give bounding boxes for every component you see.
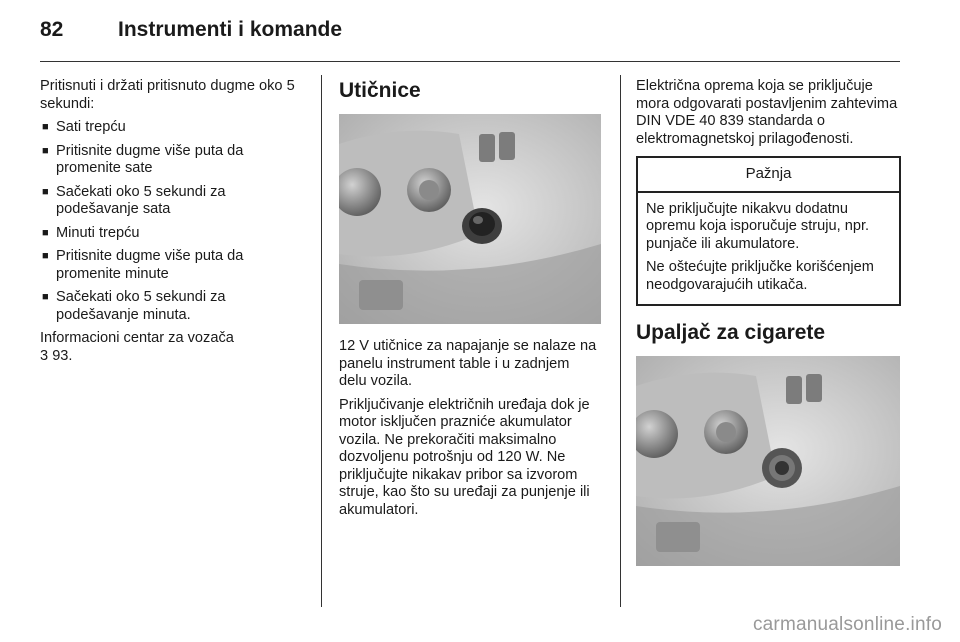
column-compliance <box>636 78 901 566</box>
bullet-icon: ■ <box>42 226 49 239</box>
page-header <box>40 18 900 48</box>
list-item: ■ Sačekati oko 5 sekundi za podešavanje sata <box>42 183 226 217</box>
power-outlet-photo <box>339 114 601 324</box>
section-heading-cigarette-lighter: Upaljač za cigarete <box>636 321 826 344</box>
outlets-location-text: 12 V utičnice za napajanje se nalaze na panelu instrument table i u zadnjem delu vozila. <box>339 338 597 389</box>
column-power-outlets <box>339 78 601 525</box>
caution-title: Pažnja <box>638 158 899 193</box>
list-item: ■ Minuti trepću <box>42 224 140 241</box>
bullet-icon: ■ <box>42 144 49 157</box>
cigarette-lighter-icon <box>636 356 900 566</box>
column-divider-1 <box>321 75 322 607</box>
list-item: ■ Sačekati oko 5 sekundi za podešavanje minuta. <box>42 289 226 323</box>
list-item: ■ Pritisnite dugme više puta da promenite sate <box>42 142 244 176</box>
power-outlet-icon <box>339 114 601 324</box>
column-divider-2 <box>620 75 621 607</box>
page-number: 82 <box>40 18 64 41</box>
page-ref-arrow-icon: 3 <box>40 347 49 364</box>
cigarette-lighter-photo <box>636 356 900 566</box>
watermark: carmanualsonline.info <box>752 614 942 635</box>
compliance-text: Električna oprema koja se priključuje mora odgovarati postavljenim zahtevima DIN VDE 40 839 standarda o elektromagnetskoj prilagođenosti. <box>636 78 898 147</box>
caution-box <box>636 156 901 306</box>
info-text: Informacioni centar za vozača <box>40 330 234 346</box>
bullet-icon: ■ <box>42 185 49 198</box>
outlets-warning-text: Priključivanje električnih uređaja dok je motor isključen prazniće akumulator vozila. Ne prekoračiti maksimalno dozvoljenu potrošnju od 120 W. Ne priključujte nikakav pribor sa izvorom struje, kao što su uređaji za punjenje ili akumulatori. <box>339 396 590 518</box>
caution-text-1: Ne priključujte nikakvu dodatnu opremu koja isporučuje struju, npr. punjače ili akumulatore. <box>646 200 870 252</box>
bullet-icon: ■ <box>42 121 49 133</box>
caution-text-2: Ne oštećujte priključke korišćenjem neodgovarajućih utikača. <box>646 259 874 293</box>
list-item: ■ Sati trepću <box>42 119 126 135</box>
info-center-reference <box>40 330 308 365</box>
intro-text: Pritisnuti i držati pritisnuto dugme oko 5 sekundi: <box>40 78 295 112</box>
bullet-icon: ■ <box>42 291 49 303</box>
page-title: Instrumenti i komande <box>118 18 343 41</box>
steps-list <box>40 119 308 324</box>
page-ref-link[interactable]: 93. <box>52 347 73 364</box>
list-item: ■ Pritisnite dugme više puta da promenite minute <box>42 248 244 282</box>
section-heading-outlets: Utičnice <box>339 79 421 102</box>
bullet-icon: ■ <box>42 250 49 262</box>
header-rule <box>40 61 900 62</box>
column-clock-setting <box>40 78 308 371</box>
